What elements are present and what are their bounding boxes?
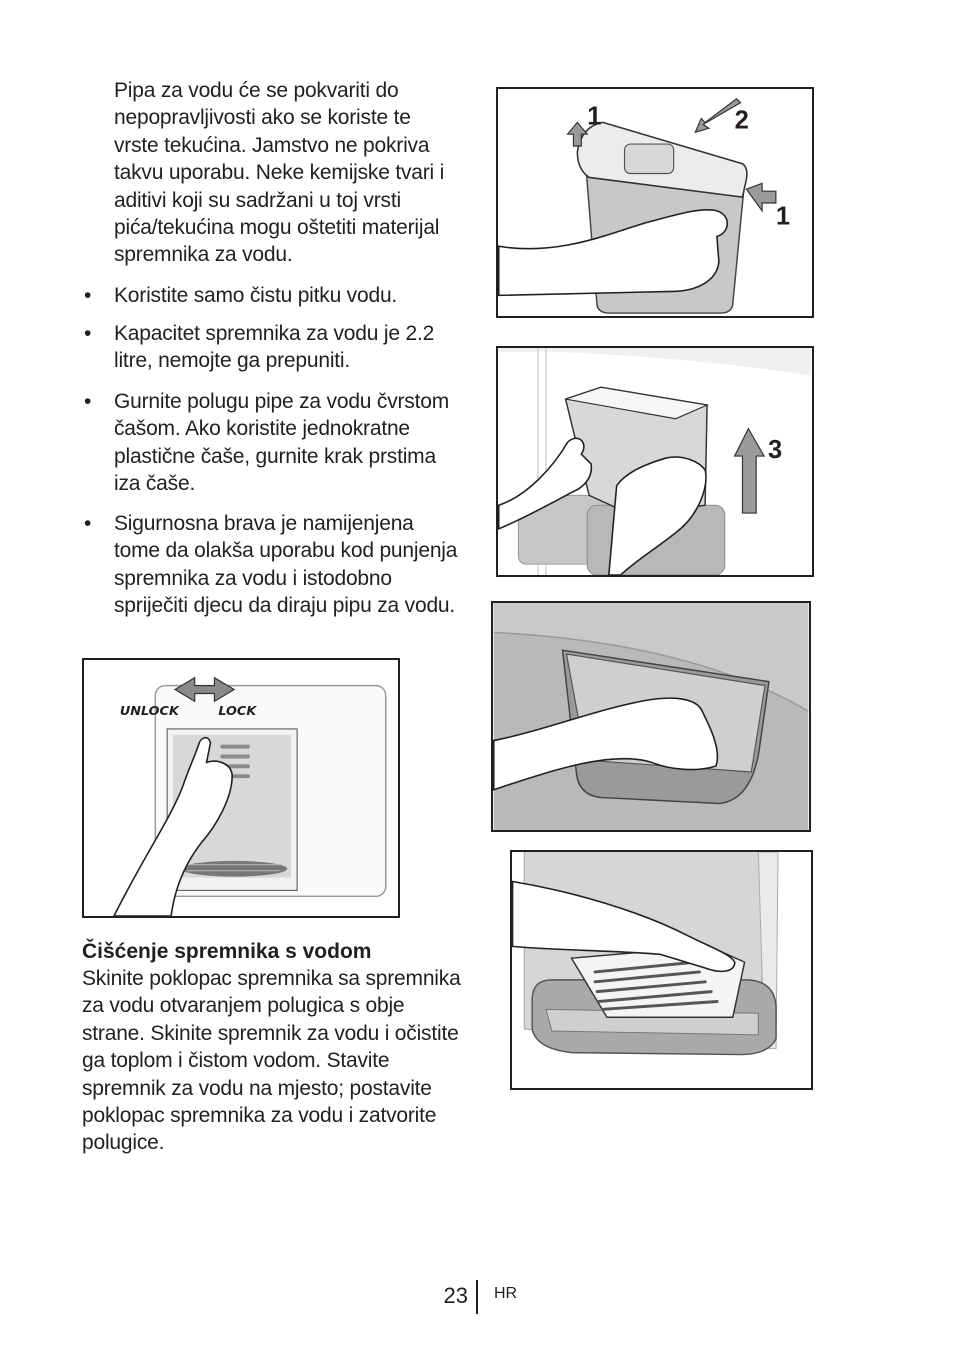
language-code: HR: [494, 1285, 518, 1302]
list-item-text: Sigurnosna brava je namijenjena tome da olakša uporabu kod punjenja spremnika za vodu i istodobno spriječiti djecu da diraju pipu za vodu.: [114, 512, 458, 618]
section-body: Skinite poklopac spremnika sa spremnika za vodu otvaranjem polugica s obje strane. Skinite spremnik za vodu i očistite ga toplom i čistom vodom. Stavite spremnik za vodu na mjesto; postavite poklopac spremnika za vodu i zatvorite polugice.: [82, 967, 461, 1155]
step-number-2: 2: [734, 106, 749, 135]
page-number: 23: [443, 1283, 468, 1308]
lock-illustration: [82, 658, 400, 918]
list-item-text: Kapacitet spremnika za vodu je 2.2 litre, nemojte ga prepuniti.: [114, 322, 435, 373]
bullet-marker: •: [84, 322, 92, 345]
lock-illustration-drawing: [84, 660, 398, 916]
section-heading: Čišćenje spremnika s vodom: [82, 940, 372, 963]
bullet-marker: •: [84, 512, 92, 535]
footer-divider: [476, 1280, 478, 1314]
step-number-1: 1: [587, 102, 602, 131]
clean-tray-illustration: [510, 850, 813, 1090]
arrow-up-icon: [735, 429, 764, 514]
intro-paragraph: Pipa za vodu će se pokvariti do nepopravljivosti ako se koriste te vrste tekućina. Jamstvo ne pokriva takvu uporabu. Neke kemijske tvari i aditivi koji su sadržani u toj vrsti pića/tekućina mogu oštetiti materijal spremnika za vodu.: [114, 79, 445, 267]
step-number-1b: 1: [775, 202, 791, 231]
list-item-text: Koristite samo čistu pitku vodu.: [114, 284, 398, 307]
arrow-right-icon: [746, 183, 775, 211]
step1-remove-lid-illustration: [496, 87, 814, 318]
bullet-marker: •: [84, 284, 92, 307]
unlock-label: UNLOCK: [119, 704, 179, 720]
step3-lift-tank-illustration: [496, 346, 814, 577]
list-item-text: Gurnite polugu pipe za vodu čvrstom čašom. Ako koristite jednokratne plastične čaše, gurnite krak prstima iza čaše.: [114, 390, 450, 496]
bullet-marker: •: [84, 390, 92, 413]
step-number-3: 3: [768, 436, 783, 465]
clean-tank-illustration: [491, 601, 811, 832]
lock-label: LOCK: [218, 704, 257, 720]
